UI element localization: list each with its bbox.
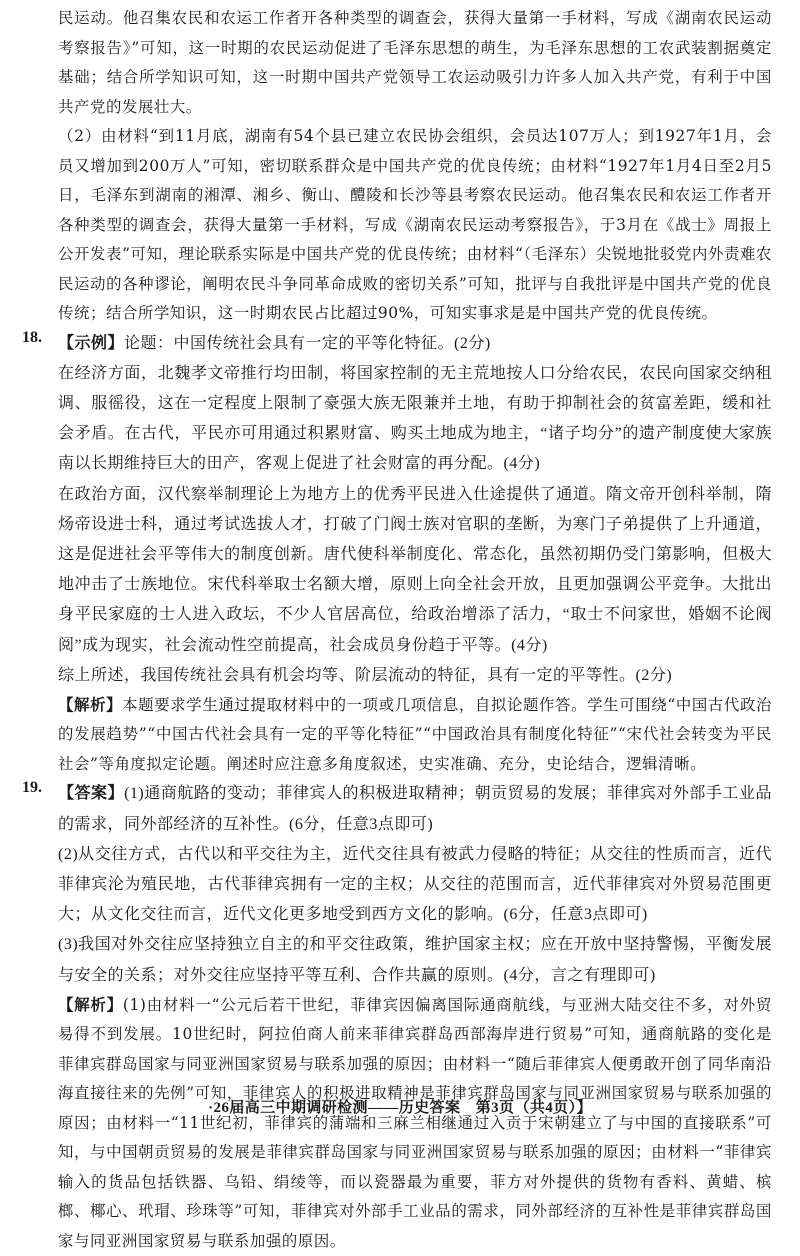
q18-number: 18. [22,328,42,346]
q18-conclusion: 综上所述，我国传统社会具有机会均等、阶层流动的特征，具有一定的平等性。(2分) [58,666,673,684]
q17-part2: （2）由材料“到11月底，湖南有54个县已建立农民协会组织，会员达107万人；到1927年1月，会员又增加到200万人”可知，密切联系群众是中国共产党的优良传统；由材料“1927年1月4日至2月5日，毛泽东到湖南的湘潭、湘乡、衡山、醴陵和长沙等县考察农民运动。他召集农民和农运工作者开各种类型的调查会，获得大量第一手材料，写成《湖南农民运动考察报告》，于3月在《战士》周报上公开发表”可知，理论联系实际是中国共产党的优良传统；由材料“（毛泽东）尖锐地批驳党内外责难农民运动的各种谬论，阐明农民斗争同革命成败的密切关系”可知，批评与自我批评是中国共产党的优良传统；结合所学知识，这一时期农民占比超过90%，可知实事求是是中国共产党的优良传统。 [58,127,772,322]
q19-answer-2: (2)从交往方式，古代以和平交往为主，近代交往具有被武力侵略的特征；从交往的性质而言，近代菲律宾沦为殖民地，古代菲律宾拥有一定的主权；从交往的范围而言，近代菲律宾对外贸易范围更大；从文化交往而言，近代文化更多地受到西方文化的影响。(6分，任意3点即可) [58,845,772,924]
q18-example-tag: 【示例】 [58,334,125,352]
q19-answer-tag: 【答案】 [58,785,125,803]
q19-answer-1-text: (1)通商航路的变动；菲律宾人的积极进取精神；朝贡贸易的发展；菲律宾对外部手工业品的需求，同外部经济的互补性。(6分，任意3点即可) [58,785,772,833]
q19-answer-1 [58,779,772,839]
q18-economy-paragraph: 在经济方面，北魏孝文帝推行均田制，将国家控制的无主荒地按人口分给农民，农民向国家交纳租调、服徭役，这在一定程度上限制了豪强大族无限兼并土地，有助于抑制社会的贫富差距，缓和社会矛盾。在古代，平民亦可用通过积累财富、购买土地成为地主，“诸子均分”的遗产制度使大家族南以长期维持巨大的田产，客观上促进了社会财富的再分配。(4分) [58,364,772,473]
q18-thesis-text: 论题：中国传统社会具有一定的平等化特征。(2分) [124,334,491,352]
q19-analysis [58,991,772,1256]
q19-answer-3: (3)我国对外交往应坚持独立自主的和平交往政策，维护国家主权；应在开放中坚持警惕，平衡发展与安全的关系；对外交往应坚持平等互利、合作共赢的原则。(4分，言之有理即可) [58,936,772,984]
q18-analysis [58,691,772,780]
q19-analysis-tag: 【解析】 [58,995,123,1014]
page-footer: ·26届高三中期调研检测——历史答案 第3页（共4页）】 [208,1100,592,1116]
q18-thesis [58,329,772,359]
q19-analysis-text: (1)由材料一“公元后若干世纪，菲律宾因偏离国际通商航线，与亚洲大陆交往不多，对外贸易得不到发展。10世纪时，阿拉伯商人前来菲律宾群岛西部海岸进行贸易”可知，通商航路的变化是菲律宾群岛国家与同亚洲国家贸易与联系加强的原因；由材料一“随后菲律宾人便勇敢开创了同华南沿海直接往来的先例”可知，菲律宾人的积极进取精神是菲律宾群岛国家与同亚洲国家贸易与联系加强的原因；由材料一“11世纪初，菲律宾的蒲端和三麻兰相继通过入贡于宋朝建立了与中国的直接联系”可知，与中国朝贡贸易的发展是菲律宾群岛国家与同亚洲国家贸易与联系加强的原因；由材料一“菲律宾输入的货品包括铁器、乌铅、绢绫等，而以瓷器最为重要，菲方对外提供的货物有香料、黄蜡、槟榔、椰心、玳瑁、珍珠等”可知，菲律宾对外部手工业品的需求，同外部经济的互补性是菲律宾群岛国家与同亚洲国家贸易与联系加强的原因。 [58,995,772,1250]
q17-part1-tail: 民运动。他召集农民和农运工作者开各种类型的调查会，获得大量第一手材料，写成《湖南农民运动考察报告》”可知，这一时期的农民运动促进了毛泽东思想的萌生，为毛泽东思想的工农武装割据奠定基础；结合所学知识可知，这一时期中国共产党领导工农运动吸引力许多人加入共产党，有利于中国共产党的发展壮大。 [58,9,772,116]
q18-block [22,328,772,359]
q18-analysis-tag: 【解析】 [58,695,123,714]
q18-analysis-text: 本题要求学生通过提取材料中的一项或几项信息，自拟论题作答。学生可围绕“中国古代政治的发展趋势”“中国古代社会具有一定的平等化特征”“中国政治具有制度化特征”“宋代社会转变为平民社会”等角度拟定论题。阐述时应注意多角度叙述，史实准确、充分，史论结合，逻辑清晰。 [58,695,772,773]
q19-number: 19. [22,779,42,797]
q19-block [22,779,772,839]
q18-politics-paragraph: 在政治方面，汉代察举制理论上为地方上的优秀平民进入仕途提供了通道。隋文帝开创科举制，隋炀帝设进士科，通过考试选拔人才，打破了门阀士族对官职的垄断，为寒门子弟提供了上升通道，这是促进社会平等伟大的制度创新。唐代使科举制度化、常态化，虽然初期仍受门第影响，但极大地冲击了士族地位。宋代科举取士名额大增，原则上向全社会开放，且更加强调公平竞争。大批出身平民家庭的士人进入政坛，不少人官居高位，给政治增添了活力，“取士不问家世，婚姻不论阀阅”成为现实，社会流动性空前提高，社会成员身份趋于平等。(4分) [58,485,772,654]
